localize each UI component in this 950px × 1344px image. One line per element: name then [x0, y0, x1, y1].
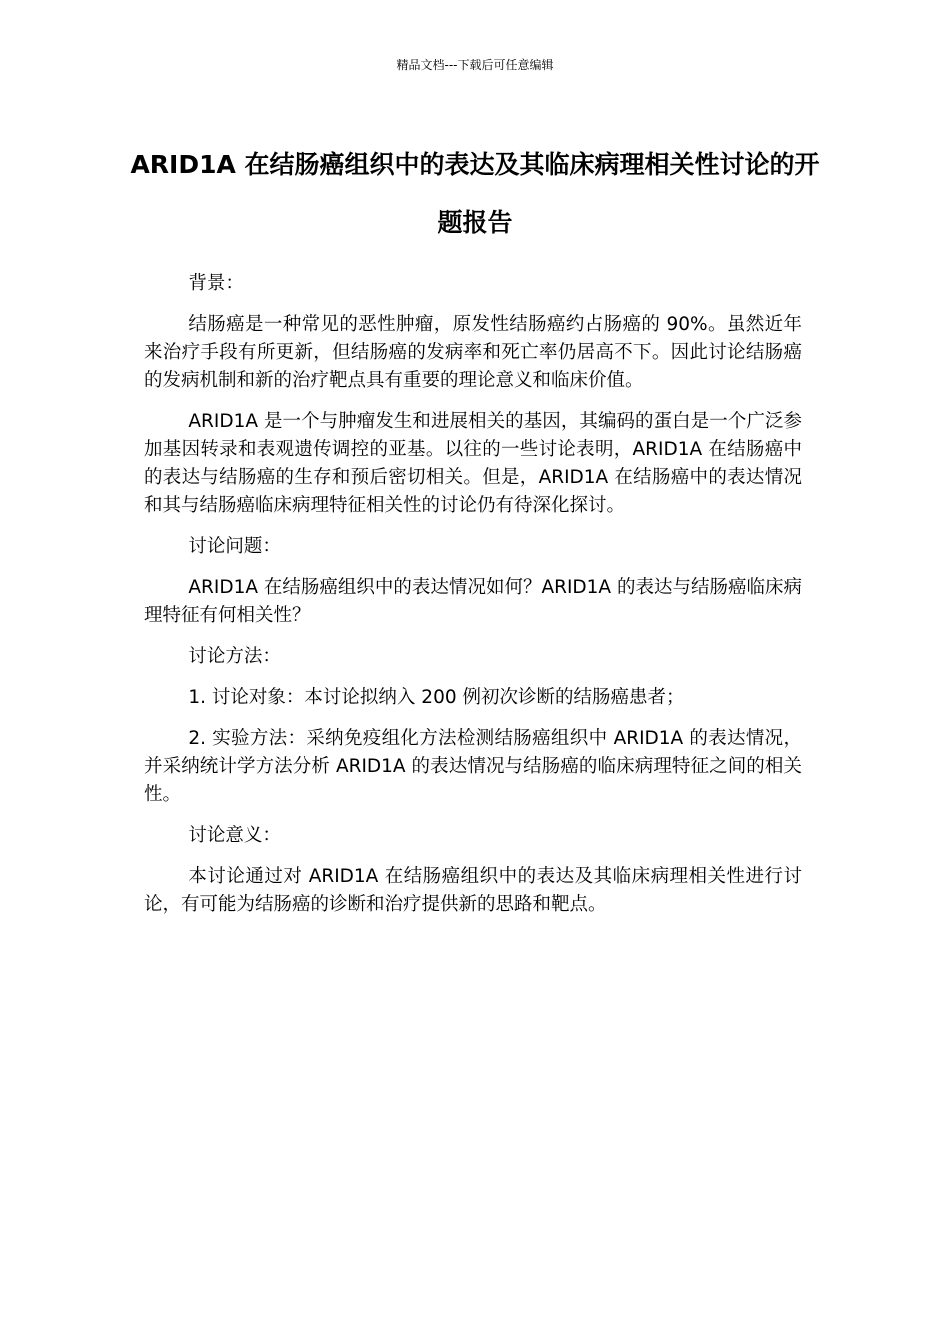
paragraph-method-subjects: 1. 讨论对象：本讨论拟纳入 200 例初次诊断的结肠癌患者； — [188, 687, 685, 708]
paragraph-method-experiment: 2. 实验方法：采纳免疫组化方法检测结肠癌组织中 ARID1A 的表达情况，并采纳统计学方法分析 ARID1A 的表达情况与结肠癌的临床病理特征之间的相关性。 — [144, 728, 802, 805]
section-heading-questions: 讨论问题： — [188, 536, 281, 557]
section-heading-methods: 讨论方法： — [188, 646, 281, 667]
paragraph-questions: ARID1A 在结肠癌组织中的表达情况如何？ARID1A 的表达与结肠癌临床病理特征有何相关性？ — [144, 577, 802, 626]
document-title: ARID1A 在结肠癌组织中的表达及其临床病理相关性讨论的开题报告 — [130, 150, 820, 237]
section-heading-background: 背景： — [188, 273, 244, 294]
document-body — [144, 270, 802, 932]
paragraph-significance: 本讨论通过对 ARID1A 在结肠癌组织中的表达及其临床病理相关性进行讨论，有可能为结肠癌的诊断和治疗提供新的思路和靶点。 — [144, 866, 802, 915]
section-heading-significance: 讨论意义： — [188, 825, 281, 846]
paragraph-background: 结肠癌是一种常见的恶性肿瘤，原发性结肠癌约占肠癌的 90%。虽然近年来治疗手段有所更新，但结肠癌的发病率和死亡率仍居高不下。因此讨论结肠癌的发病机制和新的治疗靶点具有重要的理论意义和临床价值。 — [144, 314, 802, 391]
header-note: 精品文档---下载后可任意编辑 — [396, 58, 554, 72]
paragraph-arid1a-intro: ARID1A 是一个与肿瘤发生和进展相关的基因，其编码的蛋白是一个广泛参加基因转录和表观遗传调控的亚基。以往的一些讨论表明，ARID1A 在结肠癌中的表达与结肠癌的生存和预后密切相关。但是，ARID1A 在结肠癌中的表达情况和其与结肠癌临床病理特征相关性的讨论仍有待深化探讨。 — [144, 411, 802, 516]
